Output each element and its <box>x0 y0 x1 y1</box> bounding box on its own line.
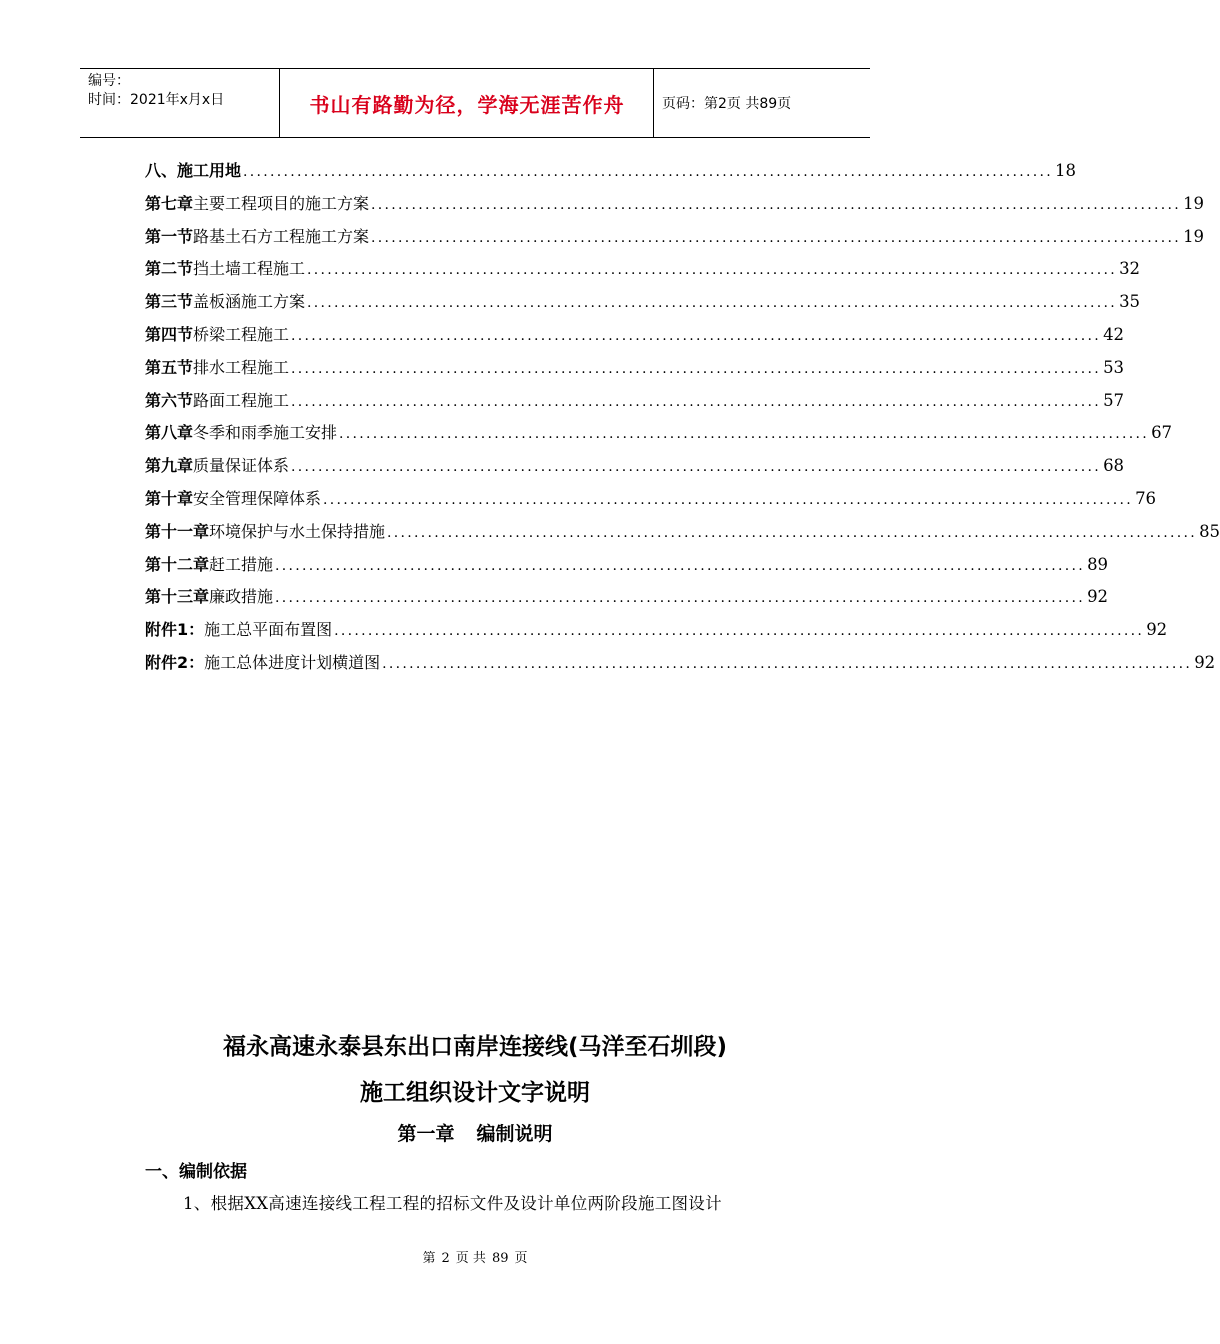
toc-entry-page: 19 <box>1183 226 1205 246</box>
toc-leader-dots: ........................................................................................................................ <box>371 196 1182 213</box>
toc-entry-number: 第四节 <box>145 324 194 344</box>
toc-entry-title: 廉政措施 <box>209 587 274 607</box>
toc-entry[interactable] <box>145 191 1205 224</box>
toc-entry-page: 92 <box>1087 587 1109 607</box>
toc-entry-number: 第六节 <box>145 390 194 410</box>
toc-entry-title: 赶工措施 <box>209 554 274 574</box>
footer-page: 2 <box>441 1251 450 1266</box>
toc-entry[interactable] <box>145 617 1168 650</box>
toc-entry-number: 第五节 <box>145 357 194 377</box>
toc-entry-title: 安全管理保障体系 <box>193 488 322 508</box>
toc-leader-dots: ........................................................................................................................ <box>371 229 1182 246</box>
toc-leader-dots: ........................................................................................................................ <box>307 295 1118 312</box>
toc-entry-number: 第一节 <box>145 226 194 246</box>
toc-entry-title: 路基土石方工程施工方案 <box>193 226 370 246</box>
toc-entry-number: 第八章 <box>145 423 194 443</box>
toc-leader-dots: ........................................................................................................................ <box>243 164 1054 180</box>
chapter-title: 编制说明 <box>476 1123 553 1145</box>
toc-entry-page: 85 <box>1199 521 1220 541</box>
header-page-info: 页码：第2页 共89页 <box>662 96 792 112</box>
toc-entry[interactable] <box>145 388 1125 421</box>
time-label: 时间：2021年x月x日 <box>88 92 225 108</box>
toc-entry-page: 68 <box>1103 456 1125 476</box>
toc-entry-number: 第十二章 <box>145 554 210 574</box>
toc-leader-dots: ........................................................................................................................ <box>307 262 1118 279</box>
toc-leader-dots: ........................................................................................................................ <box>382 655 1193 672</box>
toc-entry[interactable] <box>145 584 1109 617</box>
toc-entry[interactable] <box>145 224 1205 257</box>
section-heading: 一、编制依据 <box>145 1162 247 1182</box>
footer-mid: 页 共 <box>455 1251 486 1266</box>
toc-entry-number: 第十三章 <box>145 587 210 607</box>
toc-entry-title: 冬季和雨季施工安排 <box>193 423 338 443</box>
toc-entry-page: 53 <box>1103 357 1125 377</box>
toc-entry-title: 盖板涵施工方案 <box>193 292 306 312</box>
toc-entry-title: 质量保证体系 <box>193 456 290 476</box>
toc-leader-dots: ........................................................................................................................ <box>339 426 1150 443</box>
toc-entry-title: 施工总体进度计划横道图 <box>204 652 381 672</box>
table-of-contents <box>145 158 1220 683</box>
paragraph: 1、根据XX高速连接线工程工程的招标文件及设计单位两阶段施工图设计 <box>183 1194 722 1213</box>
toc-entry-number: 八、施工用地 <box>145 161 242 180</box>
toc-entry-number: 第七章 <box>145 193 194 213</box>
toc-entry-title: 路面工程施工 <box>193 390 290 410</box>
toc-entry-number: 第十章 <box>145 488 194 508</box>
page-footer <box>0 1247 950 1266</box>
toc-entry-title: 环境保护与水土保持措施 <box>209 521 386 541</box>
toc-entry-number: 附件1： <box>145 620 205 640</box>
toc-leader-dots: ........................................................................................................................ <box>291 360 1102 377</box>
toc-entry[interactable] <box>145 519 1220 552</box>
toc-entry-number: 第二节 <box>145 259 194 279</box>
toc-entry-title: 排水工程施工 <box>193 357 290 377</box>
toc-leader-dots: ........................................................................................................................ <box>291 393 1102 410</box>
chapter-heading <box>0 1119 950 1146</box>
toc-entry-title: 施工总平面布置图 <box>204 620 333 640</box>
toc-entry[interactable] <box>145 552 1109 585</box>
toc-entry-page: 89 <box>1087 554 1109 574</box>
toc-entry-page: 92 <box>1146 620 1168 640</box>
toc-entry-page: 76 <box>1135 488 1157 508</box>
toc-entry-page: 57 <box>1103 390 1125 410</box>
toc-entry-page: 67 <box>1151 423 1173 443</box>
toc-entry[interactable] <box>145 289 1141 322</box>
toc-entry[interactable] <box>145 256 1141 289</box>
toc-entry[interactable] <box>145 355 1125 388</box>
footer-prefix: 第 <box>422 1251 436 1266</box>
page-header <box>80 68 870 138</box>
serial-label: 编号： <box>88 73 130 89</box>
toc-entry-number: 附件2： <box>145 652 205 672</box>
header-meta <box>80 69 280 137</box>
toc-entry[interactable] <box>145 486 1157 519</box>
toc-leader-dots: ........................................................................................................................ <box>291 327 1102 344</box>
toc-entry-page: 18 <box>1055 161 1077 180</box>
toc-entry-page: 35 <box>1119 292 1141 312</box>
toc-entry[interactable] <box>145 322 1125 355</box>
document-subtitle: 施工组织设计文字说明 <box>360 1080 590 1106</box>
footer-total: 89 <box>491 1251 509 1266</box>
toc-entry-page: 32 <box>1119 259 1141 279</box>
toc-entry-page: 92 <box>1194 652 1216 672</box>
toc-entry[interactable] <box>145 650 1216 683</box>
toc-entry-title: 桥梁工程施工 <box>193 324 290 344</box>
toc-entry[interactable] <box>145 453 1125 486</box>
toc-entry-number: 第十一章 <box>145 521 210 541</box>
toc-leader-dots: ........................................................................................................................ <box>291 459 1102 476</box>
toc-entry-title: 主要工程项目的施工方案 <box>193 193 370 213</box>
toc-leader-dots: ........................................................................................................................ <box>334 623 1145 640</box>
toc-leader-dots: ........................................................................................................................ <box>275 557 1086 574</box>
toc-leader-dots: ........................................................................................................................ <box>275 590 1086 607</box>
toc-entry-page: 42 <box>1103 324 1125 344</box>
chapter-number: 第一章 <box>397 1123 455 1145</box>
header-motto: 书山有路勤为径，学海无涯苦作舟 <box>281 69 654 137</box>
toc-entry[interactable] <box>145 158 1077 191</box>
toc-leader-dots: ........................................................................................................................ <box>387 524 1198 541</box>
footer-suffix: 页 <box>514 1251 528 1266</box>
toc-entry-number: 第三节 <box>145 292 194 312</box>
toc-entry-page: 19 <box>1183 193 1205 213</box>
toc-entry-title: 挡土墙工程施工 <box>193 259 306 279</box>
document-title: 福永高速永泰县东出口南岸连接线(马洋至石圳段) <box>222 1034 728 1060</box>
toc-entry-number: 第九章 <box>145 456 194 476</box>
toc-leader-dots: ........................................................................................................................ <box>323 491 1134 508</box>
toc-entry[interactable] <box>145 420 1173 453</box>
